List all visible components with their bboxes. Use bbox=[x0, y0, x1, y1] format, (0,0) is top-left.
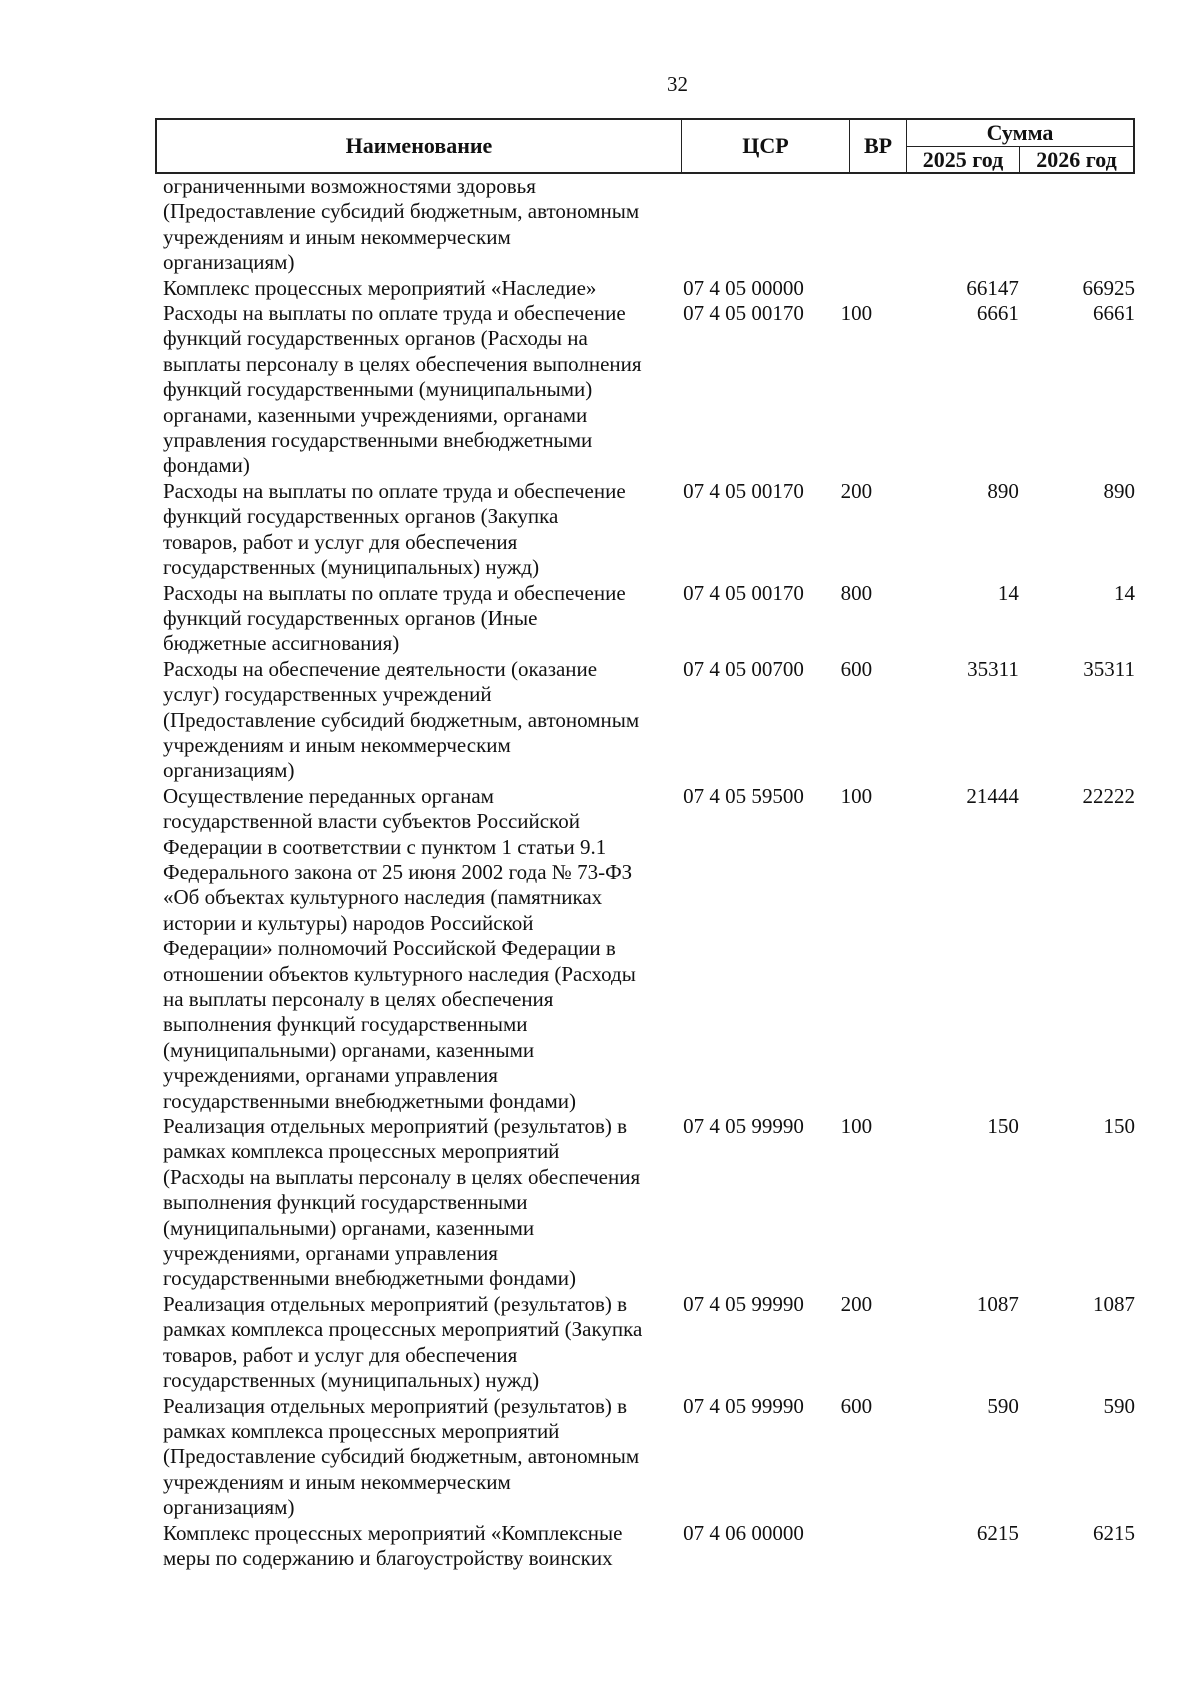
header-year-2026: 2026 год bbox=[1036, 146, 1117, 172]
header-name: Наименование bbox=[157, 120, 682, 172]
row-name-line: Реализация отдельных мероприятий (результатов) в bbox=[163, 1393, 628, 1418]
row-name-line: Комплекс процессных мероприятий «Комплексные bbox=[163, 1520, 623, 1545]
row-name bbox=[155, 301, 659, 479]
row-name-line: выполнения функций государственными bbox=[163, 1190, 528, 1215]
row-csr: 07 4 05 99990 bbox=[683, 1393, 804, 1418]
row-name-line: фондами) bbox=[163, 453, 250, 478]
row-csr: 07 4 05 00170 bbox=[683, 580, 804, 605]
page-number: 32 bbox=[667, 72, 688, 96]
row-name-line: Федерального закона от 25 июня 2002 года № 73-ФЗ bbox=[163, 859, 633, 884]
row-name-line: (Предоставление субсидий бюджетным, автономным bbox=[163, 707, 640, 732]
row-amount-2025: 150 bbox=[987, 1114, 1019, 1139]
row-csr: 07 4 05 00170 bbox=[683, 478, 804, 503]
row-name-line: бюджетные ассигнования) bbox=[163, 631, 400, 656]
row-name-line: учреждениями, органами управления bbox=[163, 1241, 498, 1266]
table-row bbox=[155, 657, 1135, 784]
row-name-line: товаров, работ и услуг для обеспечения bbox=[163, 529, 518, 554]
table-row bbox=[155, 276, 1135, 301]
row-name-line: учреждениям и иным некоммерческим bbox=[163, 224, 511, 249]
row-amount-2025: 66147 bbox=[966, 275, 1019, 300]
row-name-line: «Об объектах культурного наследия (памятниках bbox=[163, 885, 603, 910]
row-name-line: Федерации в соответствии с пунктом 1 статьи 9.1 bbox=[163, 834, 607, 859]
row-vr: 100 bbox=[840, 783, 873, 808]
row-name-line: Федерации» полномочий Российской Федерации в bbox=[163, 936, 616, 961]
row-amount-2025: 1087 bbox=[976, 1291, 1019, 1316]
table-row bbox=[155, 301, 1135, 479]
row-name-line: рамках комплекса процессных мероприятий bbox=[163, 1139, 560, 1164]
row-vr: 100 bbox=[840, 301, 873, 326]
row-name-line: выплаты персоналу в целях обеспечения выполнения bbox=[163, 351, 642, 376]
row-name-line: функций государственных органов (Закупка bbox=[163, 504, 559, 529]
row-name-line: (муниципальными) органами, казенными bbox=[163, 1215, 535, 1240]
row-name bbox=[155, 581, 659, 657]
table-row bbox=[155, 174, 1135, 276]
row-name-line: государственными внебюджетными фондами) bbox=[163, 1088, 577, 1113]
row-amount-2026: 150 bbox=[1103, 1114, 1135, 1139]
table-header bbox=[155, 118, 1135, 174]
row-name bbox=[155, 657, 659, 784]
row-name bbox=[155, 1521, 659, 1572]
row-name-line: Осуществление переданных органам bbox=[163, 783, 494, 808]
row-amount-2026: 22222 bbox=[1082, 783, 1135, 808]
table-row bbox=[155, 581, 1135, 657]
row-vr: 600 bbox=[840, 1393, 873, 1418]
table-row bbox=[155, 784, 1135, 1114]
row-name-line: государственных (муниципальных) нужд) bbox=[163, 1368, 540, 1393]
row-name-line: учреждениями, органами управления bbox=[163, 1063, 498, 1088]
row-amount-2025: 6661 bbox=[976, 301, 1019, 326]
row-name-line: (Предоставление субсидий бюджетным, автономным bbox=[163, 1444, 640, 1469]
row-name-line: услуг) государственных учреждений bbox=[163, 682, 492, 707]
row-name-line: товаров, работ и услуг для обеспечения bbox=[163, 1342, 518, 1367]
row-name-line: государственных (муниципальных) нужд) bbox=[163, 555, 540, 580]
row-name bbox=[155, 174, 659, 276]
row-csr: 07 4 05 59500 bbox=[683, 783, 804, 808]
row-name-line: органами, казенными учреждениями, органами bbox=[163, 402, 588, 427]
row-name bbox=[155, 1394, 659, 1521]
row-amount-2026: 35311 bbox=[1083, 656, 1135, 681]
row-name-line: функций государственных органов (Расходы на bbox=[163, 326, 588, 351]
row-csr: 07 4 05 00170 bbox=[683, 301, 804, 326]
row-name-line: организациям) bbox=[163, 1495, 295, 1520]
row-name bbox=[155, 1114, 659, 1292]
row-name-line: Комплекс процессных мероприятий «Наследие» bbox=[163, 275, 597, 300]
row-csr: 07 4 05 00000 bbox=[683, 275, 804, 300]
row-name bbox=[155, 276, 659, 301]
table-body bbox=[155, 174, 1135, 1571]
row-name-line: функций государственных органов (Иные bbox=[163, 605, 538, 630]
row-name-line: отношении объектов культурного наследия (Расходы bbox=[163, 961, 636, 986]
row-name-line: выполнения функций государственными bbox=[163, 1012, 528, 1037]
header-sum: Сумма bbox=[907, 120, 1133, 147]
row-name-line: учреждениям и иным некоммерческим bbox=[163, 1469, 511, 1494]
row-amount-2025: 14 bbox=[997, 580, 1019, 605]
row-vr: 600 bbox=[840, 656, 873, 681]
row-name-line: (Расходы на выплаты персоналу в целях обеспечения bbox=[163, 1164, 641, 1189]
row-amount-2025: 6215 bbox=[976, 1520, 1019, 1545]
row-name-line: Расходы на выплаты по оплате труда и обеспечение bbox=[163, 478, 626, 503]
table-row bbox=[155, 1292, 1135, 1394]
row-name-line: (муниципальными) органами, казенными bbox=[163, 1037, 535, 1062]
row-csr: 07 4 05 99990 bbox=[683, 1291, 804, 1316]
row-amount-2025: 21444 bbox=[966, 783, 1019, 808]
row-name-line: рамках комплекса процессных мероприятий bbox=[163, 1418, 560, 1443]
row-name-line: на выплаты персоналу в целях обеспечения bbox=[163, 987, 554, 1011]
row-amount-2026: 14 bbox=[1113, 580, 1135, 605]
row-vr: 200 bbox=[840, 478, 873, 503]
row-amount-2025: 590 bbox=[987, 1393, 1019, 1418]
table-row bbox=[155, 1114, 1135, 1292]
row-name-line: управления государственными внебюджетными bbox=[163, 428, 593, 453]
row-name-line: меры по содержанию и благоустройству воинских bbox=[163, 1545, 613, 1570]
row-name bbox=[155, 784, 659, 1114]
row-amount-2025: 890 bbox=[987, 478, 1019, 503]
row-vr: 100 bbox=[840, 1114, 873, 1139]
header-vr: ВР bbox=[850, 120, 907, 172]
row-name-line: государственными внебюджетными фондами) bbox=[163, 1266, 577, 1291]
row-name-line: государственной власти субъектов Российской bbox=[163, 809, 580, 834]
table-row bbox=[155, 1394, 1135, 1521]
row-name-line: Расходы на выплаты по оплате труда и обеспечение bbox=[163, 301, 626, 326]
row-name-line: учреждениям и иным некоммерческим bbox=[163, 732, 511, 757]
row-vr: 800 bbox=[840, 580, 873, 605]
row-csr: 07 4 05 99990 bbox=[683, 1114, 804, 1139]
row-name-line: организациям) bbox=[163, 758, 295, 783]
row-name-line: Расходы на выплаты по оплате труда и обеспечение bbox=[163, 580, 626, 605]
row-amount-2025: 35311 bbox=[967, 656, 1019, 681]
row-csr: 07 4 06 00000 bbox=[683, 1520, 804, 1545]
row-amount-2026: 6661 bbox=[1092, 301, 1135, 326]
row-name bbox=[155, 1292, 659, 1394]
table-row bbox=[155, 1521, 1135, 1572]
header-csr: ЦСР bbox=[682, 120, 850, 172]
row-name-line: организациям) bbox=[163, 250, 295, 275]
row-amount-2026: 66925 bbox=[1082, 275, 1135, 300]
row-name-line: Реализация отдельных мероприятий (результатов) в bbox=[163, 1291, 628, 1316]
row-name-line: Расходы на обеспечение деятельности (оказание bbox=[163, 656, 598, 681]
row-name-line: рамках комплекса процессных мероприятий (Закупка bbox=[163, 1317, 643, 1342]
table-row bbox=[155, 479, 1135, 581]
row-amount-2026: 890 bbox=[1103, 478, 1135, 503]
row-name-line: (Предоставление субсидий бюджетным, автономным bbox=[163, 199, 640, 224]
row-name-line: Реализация отдельных мероприятий (результатов) в bbox=[163, 1114, 628, 1139]
header-year-2025: 2025 год bbox=[907, 147, 1020, 172]
row-name-line: истории и культуры) народов Российской bbox=[163, 910, 534, 935]
row-csr: 07 4 05 00700 bbox=[683, 656, 804, 681]
row-name-line: функций государственными (муниципальными) bbox=[163, 377, 593, 402]
row-name-line: ограниченными возможностями здоровья bbox=[163, 174, 536, 198]
row-name bbox=[155, 479, 659, 581]
row-amount-2026: 6215 bbox=[1092, 1520, 1135, 1545]
row-amount-2026: 1087 bbox=[1092, 1291, 1135, 1316]
row-vr: 200 bbox=[840, 1291, 873, 1316]
row-amount-2026: 590 bbox=[1103, 1393, 1135, 1418]
